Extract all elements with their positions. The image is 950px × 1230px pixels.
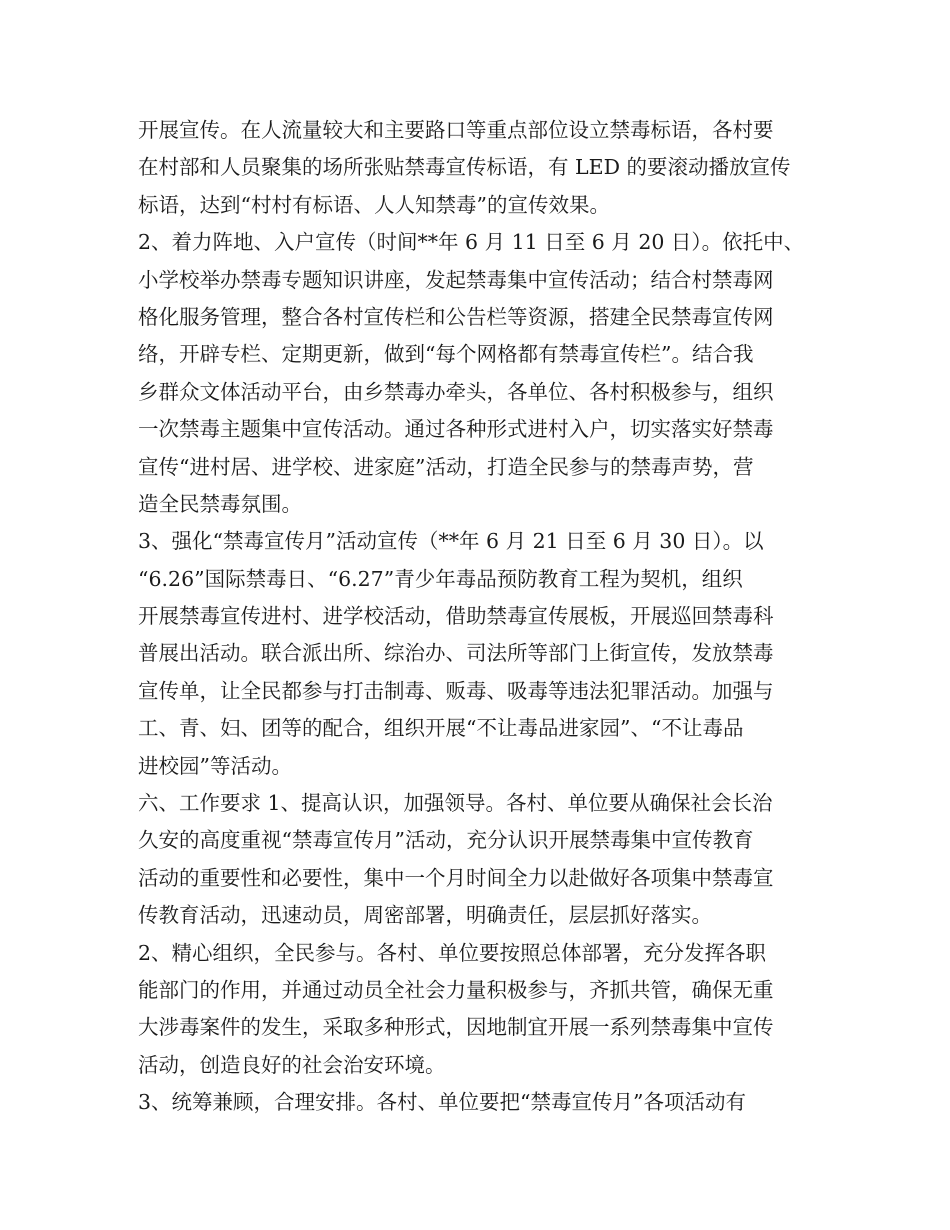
text-line: 一次禁毒主题集中宣传活动。通过各种形式进村入户，切实落实好禁毒	[138, 417, 774, 442]
text-line: 开展禁毒宣传进村、进学校活动，借助禁毒宣传展板，开展巡回禁毒科	[138, 604, 774, 629]
text-line: 3、强化“禁毒宣传月”活动宣传（**年 6 月 21 日至 6 月 30 日）。以	[138, 529, 764, 554]
text-line: 2、精心组织，全民参与。各村、单位要按照总体部署，充分发挥各职	[138, 940, 767, 965]
text-line: 2、着力阵地、入户宣传（时间**年 6 月 11 日至 6 月 20 日）。依托中、	[138, 230, 805, 255]
text-line: 进校园”等活动。	[138, 753, 292, 778]
text-line: 活动的重要性和必要性，集中一个月时间全力以赴做好各项集中禁毒宣	[138, 865, 774, 890]
text-line: 开展宣传。在人流量较大和主要路口等重点部位设立禁毒标语，各村要	[138, 118, 774, 142]
text-line: 普展出活动。联合派出所、综治办、司法所等部门上街宣传，发放禁毒	[138, 641, 774, 666]
text-line: 络，开辟专栏、定期更新，做到“每个网格都有禁毒宣传栏”。结合我	[138, 342, 754, 367]
text-line: 宣传“进村居、进学校、进家庭”活动，打造全民参与的禁毒声势，营	[138, 454, 754, 479]
text-line: 传教育活动，迅速动员，周密部署，明确责任，层层抓好落实。	[138, 903, 712, 928]
text-line: 六、工作要求 1、提高认识，加强领导。各村、单位要从确保社会长治	[138, 791, 773, 816]
text-line: 小学校举办禁毒专题知识讲座，发起禁毒集中宣传活动；结合村禁毒网	[138, 267, 774, 292]
text-line: 3、统筹兼顾，合理安排。各村、单位要把“禁毒宣传月”各项活动有	[138, 1090, 747, 1115]
text-line: 工、青、妇、团等的配合，组织开展“不让毒品进家园”、“不让毒品	[138, 716, 744, 741]
text-line: 久安的高度重视“禁毒宣传月”活动，充分认识开展禁毒集中宣传教育	[138, 828, 754, 853]
text-line: 标语，达到“村村有标语、人人知禁毒”的宣传效果。	[138, 192, 610, 217]
text-line: 大涉毒案件的发生，采取多种形式，因地制宜开展一系列禁毒集中宣传	[138, 1015, 774, 1040]
text-line: 能部门的作用，并通过动员全社会力量积极参与，齐抓共管，确保无重	[138, 977, 774, 1002]
text-line: “6.26”国际禁毒日、“6.27”青少年毒品预防教育工程为契机，组织	[138, 566, 743, 591]
text-line: 在村部和人员聚集的场所张贴禁毒宣传标语，有 LED 的要滚动播放宣传	[138, 155, 791, 180]
document-body	[138, 112, 828, 1122]
text-line: 宣传单，让全民都参与打击制毒、贩毒、吸毒等违法犯罪活动。加强与	[138, 678, 774, 703]
text-line: 格化服务管理，整合各村宣传栏和公告栏等资源，搭建全民禁毒宣传网	[138, 304, 774, 329]
text-line: 乡群众文体活动平台，由乡禁毒办牵头，各单位、各村积极参与，组织	[138, 379, 774, 404]
text-line: 活动，创造良好的社会治安环境。	[138, 1052, 446, 1077]
text-line: 造全民禁毒氛围。	[138, 491, 302, 516]
